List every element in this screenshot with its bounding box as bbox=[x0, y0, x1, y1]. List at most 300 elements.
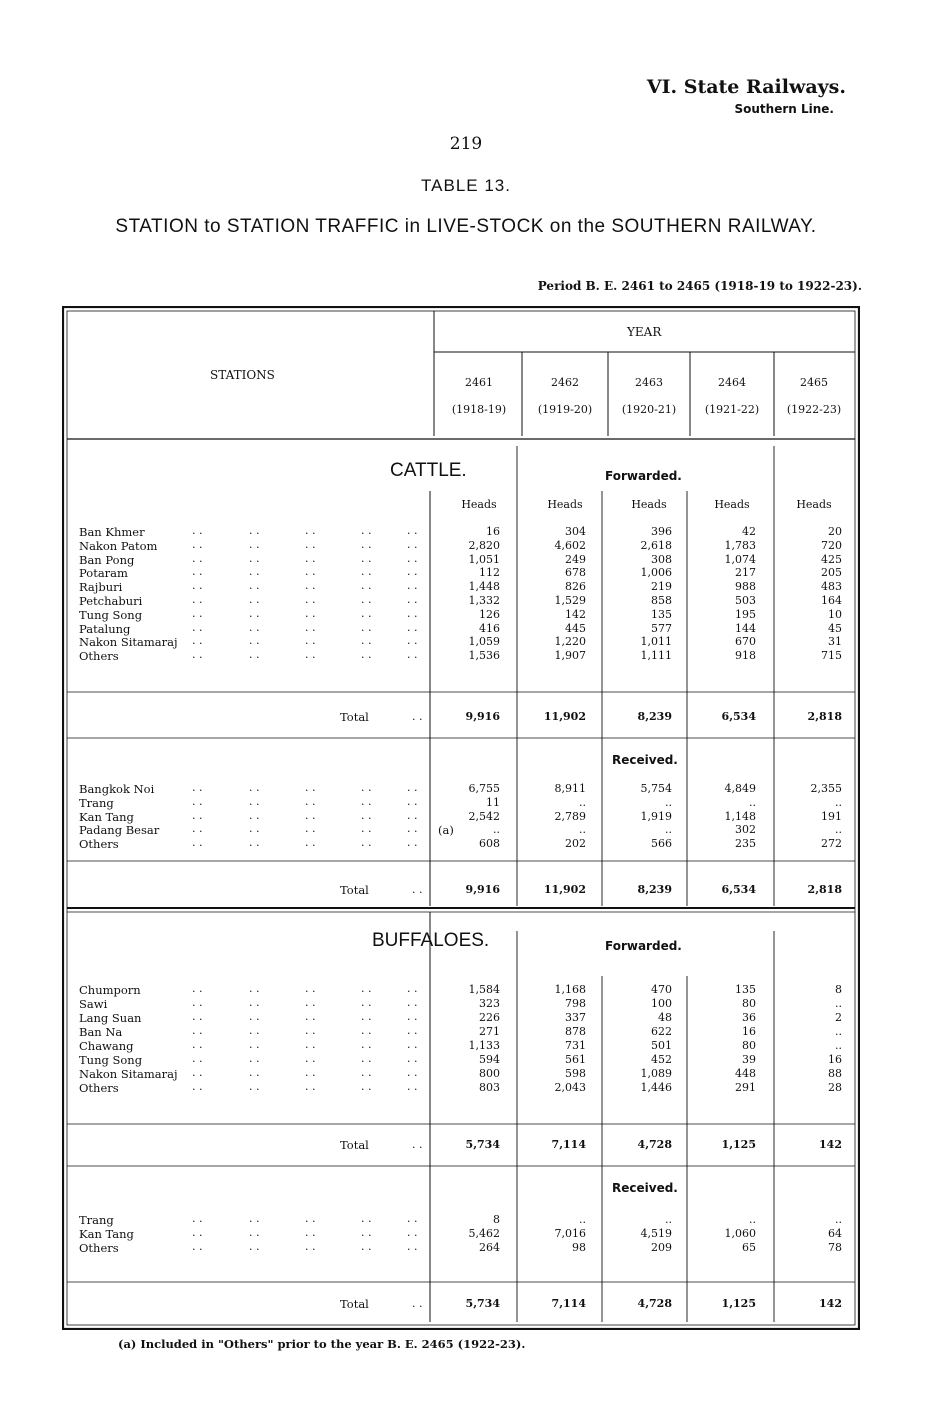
table-cell: 622 bbox=[651, 1025, 672, 1038]
unit-label: Heads bbox=[796, 498, 832, 511]
leader-dots: . . bbox=[192, 620, 203, 634]
table-cell: 1,006 bbox=[640, 566, 672, 580]
leader-dots: . . bbox=[305, 1038, 316, 1051]
leader-dots: . . bbox=[192, 1052, 203, 1065]
leader-dots: . . bbox=[361, 1239, 372, 1253]
total-label: Total bbox=[340, 1138, 369, 1152]
table-cell: 291 bbox=[735, 1081, 756, 1094]
station-name: Nakon Patom bbox=[79, 538, 158, 553]
leader-dots: . . bbox=[305, 1024, 316, 1037]
leader-dots: . . bbox=[407, 537, 418, 551]
table-cell: 135 bbox=[651, 607, 672, 621]
line-subtitle: Southern Line. bbox=[734, 102, 834, 116]
table-cell: 858 bbox=[651, 594, 672, 607]
leader-dots: . . bbox=[305, 996, 316, 1009]
table-cell: .. bbox=[579, 795, 586, 809]
table-cell: .. bbox=[835, 795, 842, 809]
year-ad-4: (1922-23) bbox=[786, 403, 842, 416]
station-name: Others bbox=[79, 837, 119, 852]
year-ad-2: (1920-21) bbox=[621, 403, 677, 416]
leader-dots: . . bbox=[249, 1024, 260, 1037]
table-cell: 219 bbox=[651, 580, 672, 594]
table-cell: .. bbox=[835, 1213, 842, 1226]
table-cell: 416 bbox=[479, 621, 500, 635]
unit-label: Heads bbox=[714, 498, 750, 511]
leader-dots: . . bbox=[305, 982, 316, 995]
station-name: Kan Tang bbox=[79, 1226, 134, 1241]
leader-dots: . . bbox=[407, 781, 418, 794]
leader-dots: . . bbox=[249, 1239, 260, 1253]
unit-label: Heads bbox=[461, 498, 497, 511]
table-cell: 483 bbox=[821, 580, 842, 594]
leader-dots: . . bbox=[305, 1052, 316, 1065]
leader-dots: . . bbox=[249, 1066, 260, 1079]
leader-dots: . . bbox=[305, 781, 316, 794]
leader-dots: . . bbox=[192, 648, 203, 662]
total-label: Total bbox=[340, 710, 369, 724]
leader-dots: . . bbox=[192, 1066, 203, 1079]
table-cell: 42 bbox=[742, 525, 756, 538]
leader-dots: . . bbox=[305, 579, 316, 593]
table-cell: 302 bbox=[735, 823, 756, 837]
table-cell: 78 bbox=[828, 1240, 842, 1254]
table-cell: 715 bbox=[821, 649, 842, 663]
total-cell: 8,239 bbox=[637, 710, 672, 723]
leader-dots: . . bbox=[407, 620, 418, 634]
station-name: Nakon Sitamaraj bbox=[79, 635, 178, 650]
year-ad-1: (1919-20) bbox=[537, 403, 593, 416]
station-name: Ban Khmer bbox=[79, 525, 145, 539]
table-cell: 1,907 bbox=[554, 649, 586, 663]
station-name: Patalung bbox=[79, 621, 131, 636]
leader-dots: . . bbox=[305, 1010, 316, 1023]
table-cell: 16 bbox=[742, 1025, 756, 1038]
leader-dots: . . bbox=[192, 1212, 203, 1225]
station-name: Lang Suan bbox=[79, 1011, 142, 1025]
station-name: Trang bbox=[79, 795, 114, 810]
leader-dots: . . bbox=[249, 537, 260, 551]
leader-dots: . . bbox=[192, 781, 203, 794]
table-cell: .. bbox=[749, 795, 756, 809]
table-cell: 598 bbox=[565, 1067, 586, 1080]
leader-dots: . . bbox=[192, 1225, 203, 1239]
total-cell: 7,114 bbox=[551, 1297, 586, 1310]
table-cell: 36 bbox=[742, 1011, 756, 1024]
table-cell: 217 bbox=[735, 566, 756, 580]
table-cell: .. bbox=[835, 1039, 842, 1052]
station-name: Tung Song bbox=[79, 607, 143, 622]
cattle-forwarded-label: Forwarded. bbox=[605, 469, 682, 483]
table-cell: 448 bbox=[735, 1067, 756, 1080]
leader-dots: . . bbox=[407, 1225, 418, 1239]
leader-dots: . . bbox=[192, 808, 203, 822]
table-cell: 1,783 bbox=[724, 538, 756, 552]
station-name: Chawang bbox=[79, 1039, 134, 1053]
buffaloes-title: BUFFALOES. bbox=[372, 930, 490, 951]
period-label: Period B. E. 2461 to 2465 (1918-19 to 1922-23). bbox=[537, 279, 862, 293]
leader-dots: . . bbox=[361, 1024, 372, 1037]
table-cell: 2 bbox=[835, 1011, 842, 1024]
table-cell: 1,133 bbox=[468, 1039, 500, 1052]
table-cell: .. bbox=[579, 1213, 586, 1226]
leader-dots: . . bbox=[361, 648, 372, 662]
total-cell: 6,534 bbox=[721, 710, 756, 723]
table-cell: 39 bbox=[742, 1053, 756, 1066]
table-cell: 100 bbox=[651, 997, 672, 1010]
leader-dots: . . bbox=[361, 620, 372, 634]
table-cell: 5,754 bbox=[640, 782, 672, 795]
table-cell: 4,602 bbox=[554, 538, 586, 552]
leader-dots: . . bbox=[305, 1080, 316, 1093]
table-cell: 4,849 bbox=[724, 782, 756, 795]
table-cell: 135 bbox=[735, 983, 756, 996]
section-header bbox=[647, 76, 846, 116]
table-cell: .. bbox=[835, 1025, 842, 1038]
page-title: STATION to STATION TRAFFIC in LIVE-STOCK on the SOUTHERN RAILWAY. bbox=[115, 216, 817, 237]
total-label: Total bbox=[340, 1297, 369, 1311]
leader-dots: . . bbox=[192, 1010, 203, 1023]
table-cell: 16 bbox=[486, 525, 500, 538]
leader-dots: . . bbox=[407, 606, 418, 620]
table-cell: 1,074 bbox=[724, 552, 756, 566]
table-cell: 191 bbox=[821, 809, 842, 823]
table-cell: 1,168 bbox=[554, 983, 586, 996]
table-cell: 112 bbox=[479, 566, 500, 580]
table-cell: .. bbox=[493, 823, 500, 837]
station-name: Others bbox=[79, 649, 119, 664]
leader-dots: . . bbox=[407, 996, 418, 1009]
leader-dots: . . bbox=[192, 794, 203, 808]
total-cell: 5,734 bbox=[465, 1297, 500, 1310]
leader-dots: . . bbox=[361, 781, 372, 794]
table-cell: 2,789 bbox=[554, 809, 586, 823]
leader-dots: . . bbox=[407, 524, 418, 537]
leader-dots: . . bbox=[361, 634, 372, 648]
leader-dots: . . bbox=[361, 565, 372, 579]
leader-dots: . . bbox=[249, 822, 260, 836]
table-cell: 798 bbox=[565, 997, 586, 1010]
leader-dots: . . bbox=[249, 808, 260, 822]
leader-dots: . . bbox=[249, 524, 260, 537]
table-cell: 209 bbox=[651, 1240, 672, 1254]
leader-dots: . . bbox=[192, 606, 203, 620]
leader-dots: . . bbox=[361, 1066, 372, 1079]
table-cell: 1,011 bbox=[640, 635, 672, 649]
table-cell: 10 bbox=[828, 607, 842, 621]
leader-dots: . . bbox=[192, 524, 203, 537]
table-cell: 80 bbox=[742, 1039, 756, 1052]
table-cell: 445 bbox=[565, 621, 586, 635]
table-cell: 800 bbox=[479, 1067, 500, 1080]
total-cell: 2,818 bbox=[807, 883, 842, 896]
year-ad-0: (1918-19) bbox=[451, 403, 507, 416]
leader-dots: . . bbox=[249, 1010, 260, 1023]
leader-dots: . . bbox=[249, 1080, 260, 1093]
table-cell: 126 bbox=[479, 607, 500, 621]
table-cell: 878 bbox=[565, 1025, 586, 1038]
leader-dots: . . bbox=[305, 836, 316, 850]
leader-dots: . . bbox=[305, 634, 316, 648]
total-cell: 6,534 bbox=[721, 883, 756, 896]
leader-dots: . . bbox=[249, 794, 260, 808]
leader-dots: . . bbox=[407, 634, 418, 648]
total-cell: 4,728 bbox=[637, 1297, 672, 1310]
table-cell: 8 bbox=[835, 983, 842, 996]
leader-dots: . . bbox=[249, 1052, 260, 1065]
leader-dots: . . bbox=[249, 982, 260, 995]
table-cell: 5,462 bbox=[468, 1226, 500, 1240]
leader-dots: . . bbox=[361, 537, 372, 551]
leader-dots: . . bbox=[412, 710, 423, 723]
leader-dots: . . bbox=[305, 1239, 316, 1253]
table-cell: 65 bbox=[742, 1240, 756, 1254]
total-label: Total bbox=[340, 883, 369, 897]
leader-dots: . . bbox=[192, 537, 203, 551]
table-cell: 16 bbox=[828, 1053, 842, 1066]
table-cell: 28 bbox=[828, 1081, 842, 1094]
table-cell: 594 bbox=[479, 1053, 500, 1066]
total-cell: 142 bbox=[819, 1297, 842, 1310]
footnote: (a) Included in "Others" prior to the year B. E. 2465 (1922-23). bbox=[118, 1337, 526, 1351]
station-name: Ban Na bbox=[79, 1025, 123, 1039]
total-cell: 142 bbox=[819, 1138, 842, 1151]
leader-dots: . . bbox=[407, 579, 418, 593]
leader-dots: . . bbox=[305, 822, 316, 836]
table-cell: 501 bbox=[651, 1039, 672, 1052]
table-cell: 1,446 bbox=[640, 1081, 672, 1094]
leader-dots: . . bbox=[305, 648, 316, 662]
leader-dots: . . bbox=[249, 620, 260, 634]
leader-dots: . . bbox=[192, 996, 203, 1009]
leader-dots: . . bbox=[407, 1066, 418, 1079]
total-cell: 5,734 bbox=[465, 1138, 500, 1151]
station-name: Sawi bbox=[79, 997, 108, 1011]
table-cell: 1,220 bbox=[554, 635, 586, 649]
year-label: YEAR bbox=[627, 325, 662, 339]
table-cell: .. bbox=[665, 795, 672, 809]
station-name: Others bbox=[79, 1240, 119, 1255]
table-cell: 226 bbox=[479, 1011, 500, 1024]
table-cell: 142 bbox=[565, 607, 586, 621]
leader-dots: . . bbox=[305, 537, 316, 551]
leader-dots: . . bbox=[361, 524, 372, 537]
year-be-3: 2464 bbox=[718, 376, 746, 389]
buffaloes-forwarded-label: Forwarded. bbox=[605, 939, 682, 953]
table-cell: 164 bbox=[821, 594, 842, 607]
leader-dots: . . bbox=[192, 822, 203, 836]
leader-dots: . . bbox=[249, 996, 260, 1009]
table-cell: 2,618 bbox=[640, 538, 672, 552]
leader-dots: . . bbox=[361, 1038, 372, 1051]
cattle-received-label: Received. bbox=[612, 753, 678, 767]
table-cell: 6,755 bbox=[468, 782, 500, 795]
table-cell: 1,111 bbox=[640, 649, 672, 663]
table-cell: 918 bbox=[735, 649, 756, 663]
table-cell: .. bbox=[665, 1213, 672, 1226]
table-cell: .. bbox=[579, 823, 586, 837]
leader-dots: . . bbox=[249, 1225, 260, 1239]
table-cell: 31 bbox=[828, 635, 842, 649]
leader-dots: . . bbox=[361, 1225, 372, 1239]
table-cell: 1,536 bbox=[468, 649, 500, 663]
leader-dots: . . bbox=[361, 996, 372, 1009]
total-cell: 1,125 bbox=[721, 1138, 756, 1151]
table-cell: 11 bbox=[486, 795, 500, 809]
total-cell: 11,902 bbox=[543, 710, 586, 723]
leader-dots: . . bbox=[249, 593, 260, 606]
leader-dots: . . bbox=[249, 781, 260, 794]
table-cell: 205 bbox=[821, 566, 842, 580]
leader-dots: . . bbox=[249, 836, 260, 850]
station-name: Others bbox=[79, 1081, 119, 1095]
table-cell: 337 bbox=[565, 1011, 586, 1024]
leader-dots: . . bbox=[249, 1038, 260, 1051]
table-cell: 323 bbox=[479, 997, 500, 1010]
table-cell: .. bbox=[665, 823, 672, 837]
table-cell: .. bbox=[749, 1213, 756, 1226]
station-name: Rajburi bbox=[79, 580, 123, 595]
table-cell: 45 bbox=[828, 621, 842, 635]
table-cell: 503 bbox=[735, 594, 756, 607]
leader-dots: . . bbox=[412, 1297, 423, 1310]
leader-dots: . . bbox=[412, 883, 423, 896]
leader-dots: . . bbox=[407, 551, 418, 565]
leader-dots: . . bbox=[192, 982, 203, 995]
table-cell: 1,051 bbox=[468, 552, 500, 566]
table-cell: 272 bbox=[821, 837, 842, 851]
leader-dots: . . bbox=[361, 794, 372, 808]
table-cell: 20 bbox=[828, 525, 842, 538]
leader-dots: . . bbox=[407, 1024, 418, 1037]
leader-dots: . . bbox=[249, 606, 260, 620]
leader-dots: . . bbox=[192, 1080, 203, 1093]
leader-dots: . . bbox=[192, 565, 203, 579]
total-cell: 9,916 bbox=[465, 710, 500, 723]
leader-dots: . . bbox=[305, 1225, 316, 1239]
year-be-1: 2462 bbox=[551, 376, 579, 389]
table-cell: 1,584 bbox=[468, 983, 500, 996]
table-cell: 304 bbox=[565, 525, 586, 538]
total-cell: 9,916 bbox=[465, 883, 500, 896]
total-cell: 1,125 bbox=[721, 1297, 756, 1310]
table-cell: 1,148 bbox=[724, 809, 756, 823]
leader-dots: . . bbox=[192, 1024, 203, 1037]
leader-dots: . . bbox=[407, 808, 418, 822]
table-cell: 1,332 bbox=[468, 594, 500, 607]
leader-dots: . . bbox=[249, 634, 260, 648]
leader-dots: . . bbox=[305, 606, 316, 620]
leader-dots: . . bbox=[361, 1052, 372, 1065]
table-cell: 144 bbox=[735, 621, 756, 635]
table-cell: .. bbox=[835, 823, 842, 837]
leader-dots: . . bbox=[407, 822, 418, 836]
station-name: Bangkok Noi bbox=[79, 782, 155, 796]
leader-dots: . . bbox=[361, 579, 372, 593]
table-cell: 1,919 bbox=[640, 809, 672, 823]
leader-dots: . . bbox=[361, 1010, 372, 1023]
table-cell: 195 bbox=[735, 607, 756, 621]
table-cell: 4,519 bbox=[640, 1226, 672, 1240]
leader-dots: . . bbox=[361, 606, 372, 620]
leader-dots: . . bbox=[412, 1138, 423, 1151]
table-cell: 577 bbox=[651, 621, 672, 635]
table-cell: 271 bbox=[479, 1025, 500, 1038]
table-cell: 64 bbox=[828, 1226, 842, 1240]
table-cell: 731 bbox=[565, 1039, 586, 1052]
table-cell: 1,060 bbox=[724, 1226, 756, 1240]
year-be-4: 2465 bbox=[800, 376, 828, 389]
table-cell: 249 bbox=[565, 552, 586, 566]
leader-dots: . . bbox=[361, 1080, 372, 1093]
table-cell: 7,016 bbox=[554, 1226, 586, 1240]
leader-dots: . . bbox=[407, 1212, 418, 1225]
station-name: Kan Tang bbox=[79, 809, 134, 824]
table-cell: 425 bbox=[821, 552, 842, 566]
leader-dots: . . bbox=[407, 593, 418, 606]
station-name: Nakon Sitamaraj bbox=[79, 1067, 178, 1081]
table-cell: 308 bbox=[651, 552, 672, 566]
station-name: Ban Pong bbox=[79, 552, 135, 567]
section-title: VI. State Railways. bbox=[646, 76, 846, 98]
table-cell: 264 bbox=[479, 1240, 500, 1254]
leader-dots: . . bbox=[192, 551, 203, 565]
table-cell: 720 bbox=[821, 538, 842, 552]
leader-dots: . . bbox=[192, 593, 203, 606]
table-cell: 670 bbox=[735, 635, 756, 649]
cattle-title: CATTLE. bbox=[390, 460, 467, 481]
table-cell: 202 bbox=[565, 837, 586, 851]
table-cell: 1,059 bbox=[468, 635, 500, 649]
table-cell: .. bbox=[835, 997, 842, 1010]
leader-dots: . . bbox=[361, 593, 372, 606]
year-be-0: 2461 bbox=[465, 376, 493, 389]
table-cell: 561 bbox=[565, 1053, 586, 1066]
leader-dots: . . bbox=[192, 1038, 203, 1051]
table-cell: 2,542 bbox=[468, 809, 500, 823]
station-name: Chumporn bbox=[79, 983, 141, 997]
total-cell: 4,728 bbox=[637, 1138, 672, 1151]
leader-dots: . . bbox=[305, 1066, 316, 1079]
leader-dots: . . bbox=[305, 524, 316, 537]
buffaloes-received-label: Received. bbox=[612, 1181, 678, 1195]
leader-dots: . . bbox=[305, 593, 316, 606]
table-cell: 826 bbox=[565, 580, 586, 594]
table-cell: 8 bbox=[493, 1213, 500, 1226]
leader-dots: . . bbox=[361, 1212, 372, 1225]
leader-dots: . . bbox=[192, 579, 203, 593]
table-cell: 470 bbox=[651, 983, 672, 996]
leader-dots: . . bbox=[249, 1212, 260, 1225]
leader-dots: . . bbox=[305, 808, 316, 822]
leader-dots: . . bbox=[249, 579, 260, 593]
table-cell: 1,448 bbox=[468, 580, 500, 594]
leader-dots: . . bbox=[192, 836, 203, 850]
table-cell: 48 bbox=[658, 1011, 672, 1024]
leader-dots: . . bbox=[361, 551, 372, 565]
leader-dots: . . bbox=[305, 551, 316, 565]
station-name: Trang bbox=[79, 1213, 114, 1227]
leader-dots: . . bbox=[305, 1212, 316, 1225]
total-cell: 8,239 bbox=[637, 883, 672, 896]
total-cell: 2,818 bbox=[807, 710, 842, 723]
leader-dots: . . bbox=[407, 1080, 418, 1093]
leader-dots: . . bbox=[407, 1010, 418, 1023]
note-marker: (a) bbox=[438, 823, 454, 837]
table-cell: 1,529 bbox=[554, 594, 586, 607]
table-cell: 2,355 bbox=[810, 782, 842, 795]
year-be-2: 2463 bbox=[635, 376, 663, 389]
leader-dots: . . bbox=[361, 982, 372, 995]
